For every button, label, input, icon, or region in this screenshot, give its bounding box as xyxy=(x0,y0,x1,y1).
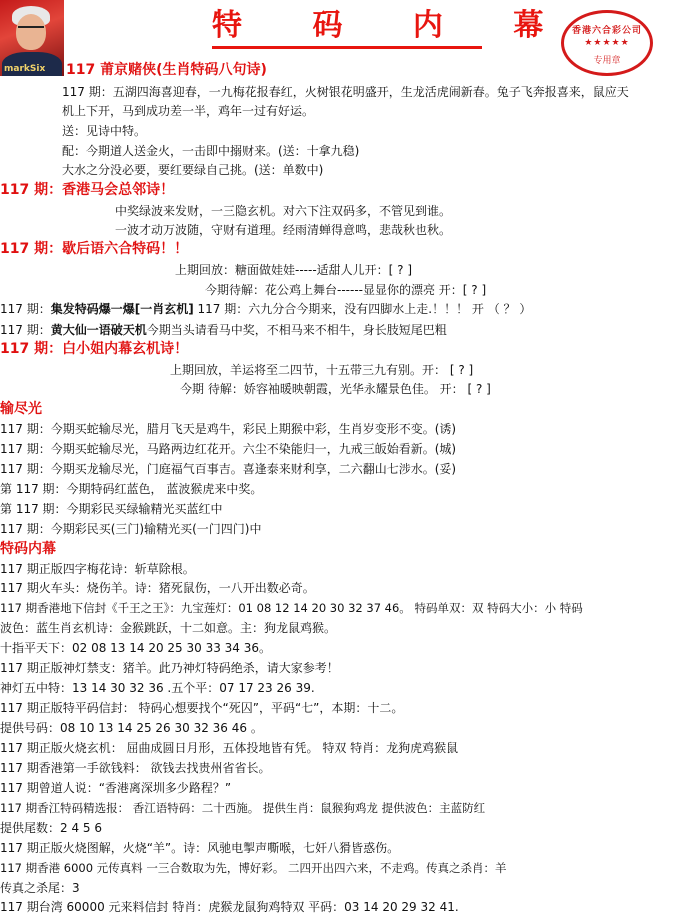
sec4-text: 117 期：六九分合今期来，没有四脚水上走.！！！ 开 （ ？ ） xyxy=(193,302,532,316)
sec6-line: 117 期：今期彩民买(三门)输精光买(一门四门)中 xyxy=(0,522,262,536)
sec3-title: 117 期：歇后语六合特码！！ xyxy=(0,241,189,257)
sec7-line: 提供号码：08 10 13 14 25 26 30 32 36 46 。 xyxy=(0,721,263,735)
sec4-bold: 集发特码爆一爆[一肖玄机] xyxy=(50,302,194,316)
sec7-line: 提供尾数：2 4 5 6 xyxy=(0,821,102,835)
sec4-prefix: 117 期： xyxy=(0,323,51,337)
seal-stars: ★★★★★ xyxy=(584,38,630,48)
sec1-line: 送：见诗中特。 xyxy=(62,124,147,138)
sec2-title: 117 期：香港马会总邻诗！ xyxy=(0,182,175,198)
company-seal xyxy=(561,10,653,76)
sec7-line: 117 期香港第一手欲钱料： 欲钱去找贵州省省长。 xyxy=(0,761,271,775)
sec7-line: 117 期台湾 60000 元来料信封 特肖：虎猴龙鼠狗鸡特双 平码：03 14 20 29 32 41. xyxy=(0,900,459,914)
sec5-line: 上期回放，羊运将至二四节，十五带三九有别。开： [ ? ] xyxy=(170,363,474,377)
sec4-line xyxy=(0,301,531,317)
sec6-line: 117 期：今期买蛇输尽光，腊月飞天是鸡牛，彩民上期猴中彩，生肖岁变形不变。(诱) xyxy=(0,422,457,436)
sec1-line: 机上下开，马到成功差一半，鸡年一过有好运。 xyxy=(62,104,315,118)
sec7-line: 117 期正版特平码信封： 特码心想要找个“死囚”，平码“七”，本期：十二。 xyxy=(0,701,404,715)
sec4-prefix: 117 期： xyxy=(0,302,51,316)
page-title: 特 码 内 幕 xyxy=(212,6,482,49)
sec6-line: 第 117 期：今期特码红蓝色， 蓝波猴虎来中奖。 xyxy=(0,482,263,496)
sec7-line: 117 期香港地下信封《千王之王》：九宝莲灯：01 08 12 14 20 30 32 37 46。 特码单双：双 特码大小：小 特码 xyxy=(0,601,583,615)
sec7-line: 117 期香江特码精选报： 香江语特码：二十西施。 提供生肖：鼠猴狗鸡龙 提供波色：主蓝防红 xyxy=(0,801,486,815)
sec1-line: 大水之分没必要，要红要绿自己挑。(送：单数中) xyxy=(62,163,324,177)
sec7-line: 传真之杀尾：3 xyxy=(0,881,80,895)
avatar-watermark: markSix xyxy=(4,64,46,74)
sec7-title: 特码内幕 xyxy=(0,541,56,557)
sec4-text: 今期当头请看马中奖，不相马来不相牛，身长肢短尾巴粗 xyxy=(146,323,447,337)
sec6-line: 117 期：今期买龙输尽光，门庭福气百事吉。喜逢泰来财利享，二六翻山七涉水。(妥) xyxy=(0,462,457,476)
sec7-line: 117 期曾道人说：“香港离深圳多少路程？” xyxy=(0,781,232,795)
sec7-line: 117 期正版火烧图解，火烧“羊”。诗：风驰电掣声嘶喉，七奸八猾皆惑伤。 xyxy=(0,841,400,855)
sec7-line: 117 期正版火烧玄机： 屈曲成圆日月形，五体投地皆有凭。 特双 特肖：龙狗虎鸡猴鼠 xyxy=(0,741,459,755)
sec3-line: 今期待解：花公鸡上舞台------显显你的漂亮 开：[ ? ] xyxy=(205,283,487,297)
sec3-line: 上期回放：糖面做娃娃-----适甜人儿开：[ ? ] xyxy=(175,263,413,277)
sec7-line: 波色：蓝生肖玄机诗：金猴跳跃，十二如意。主：狗龙鼠鸡猴。 xyxy=(0,621,337,635)
sec1-title: 117 莆京赌侠(生肖特码八句诗) xyxy=(66,62,267,78)
sec7-line: 117 期正版神灯禁支：猪羊。此乃神灯特码绝杀，请大家参考！ xyxy=(0,661,339,675)
sec4-bold: 黄大仙一语破天机 xyxy=(50,323,147,337)
sec5-line: 今期 待解：娇容袖暖映朝霞，光华永耀景色佳。 开： [ ? ] xyxy=(180,382,491,396)
seal-top-text: 香港六合彩公司 xyxy=(571,26,642,36)
seal-bottom-text: 专用章 xyxy=(593,56,621,66)
sec1-line: 配：今期道人送金火，一击即中搦财来。(送：十拿九稳) xyxy=(62,144,360,158)
sec2-line: 一波才动万波随，守财有道理。经雨清蝉得意鸣，悲哉秋也秋。 xyxy=(115,223,452,237)
sec6-title: 输尽光 xyxy=(0,401,42,417)
sec6-line: 第 117 期：今期彩民买绿输精光买蓝红中 xyxy=(0,502,223,516)
avatar-glasses xyxy=(18,26,44,34)
sec7-line: 十指平天下：02 08 13 14 20 25 30 33 34 36。 xyxy=(0,641,272,655)
sec1-line: 117 期：五湖四海喜迎春，一九梅花报春红，火树银花明盛开，生龙活虎闹新春。兔子飞奔报喜来，鼠应天 xyxy=(62,85,629,99)
sec7-line: 神灯五中特：13 14 30 32 36 .五个平：07 17 23 26 39. xyxy=(0,681,315,695)
sec7-line: 117 期火车头：烧伤羊。诗：猪死鼠伤，一八开出数必奇。 xyxy=(0,581,315,595)
sec6-line: 117 期：今期买蛇输尽光，马路两边红花开。六尘不染能归一，九戒三皈始看新。(城) xyxy=(0,442,457,456)
author-avatar xyxy=(0,0,64,76)
sec7-line: 117 期香港 6000 元传真料 一三合数取为先，博好彩。 二四开出四六来，不走鸡。传真之杀肖：羊 xyxy=(0,861,507,875)
sec4-line xyxy=(0,322,447,338)
sec7-line: 117 期正版四字梅花诗：斩草除根。 xyxy=(0,562,195,576)
sec5-title: 117 期：白小姐内幕玄机诗！ xyxy=(0,341,189,357)
sec2-line: 中奖绿波来发财，一三隐玄机。对六下注双码多，不管见到谁。 xyxy=(115,204,452,218)
